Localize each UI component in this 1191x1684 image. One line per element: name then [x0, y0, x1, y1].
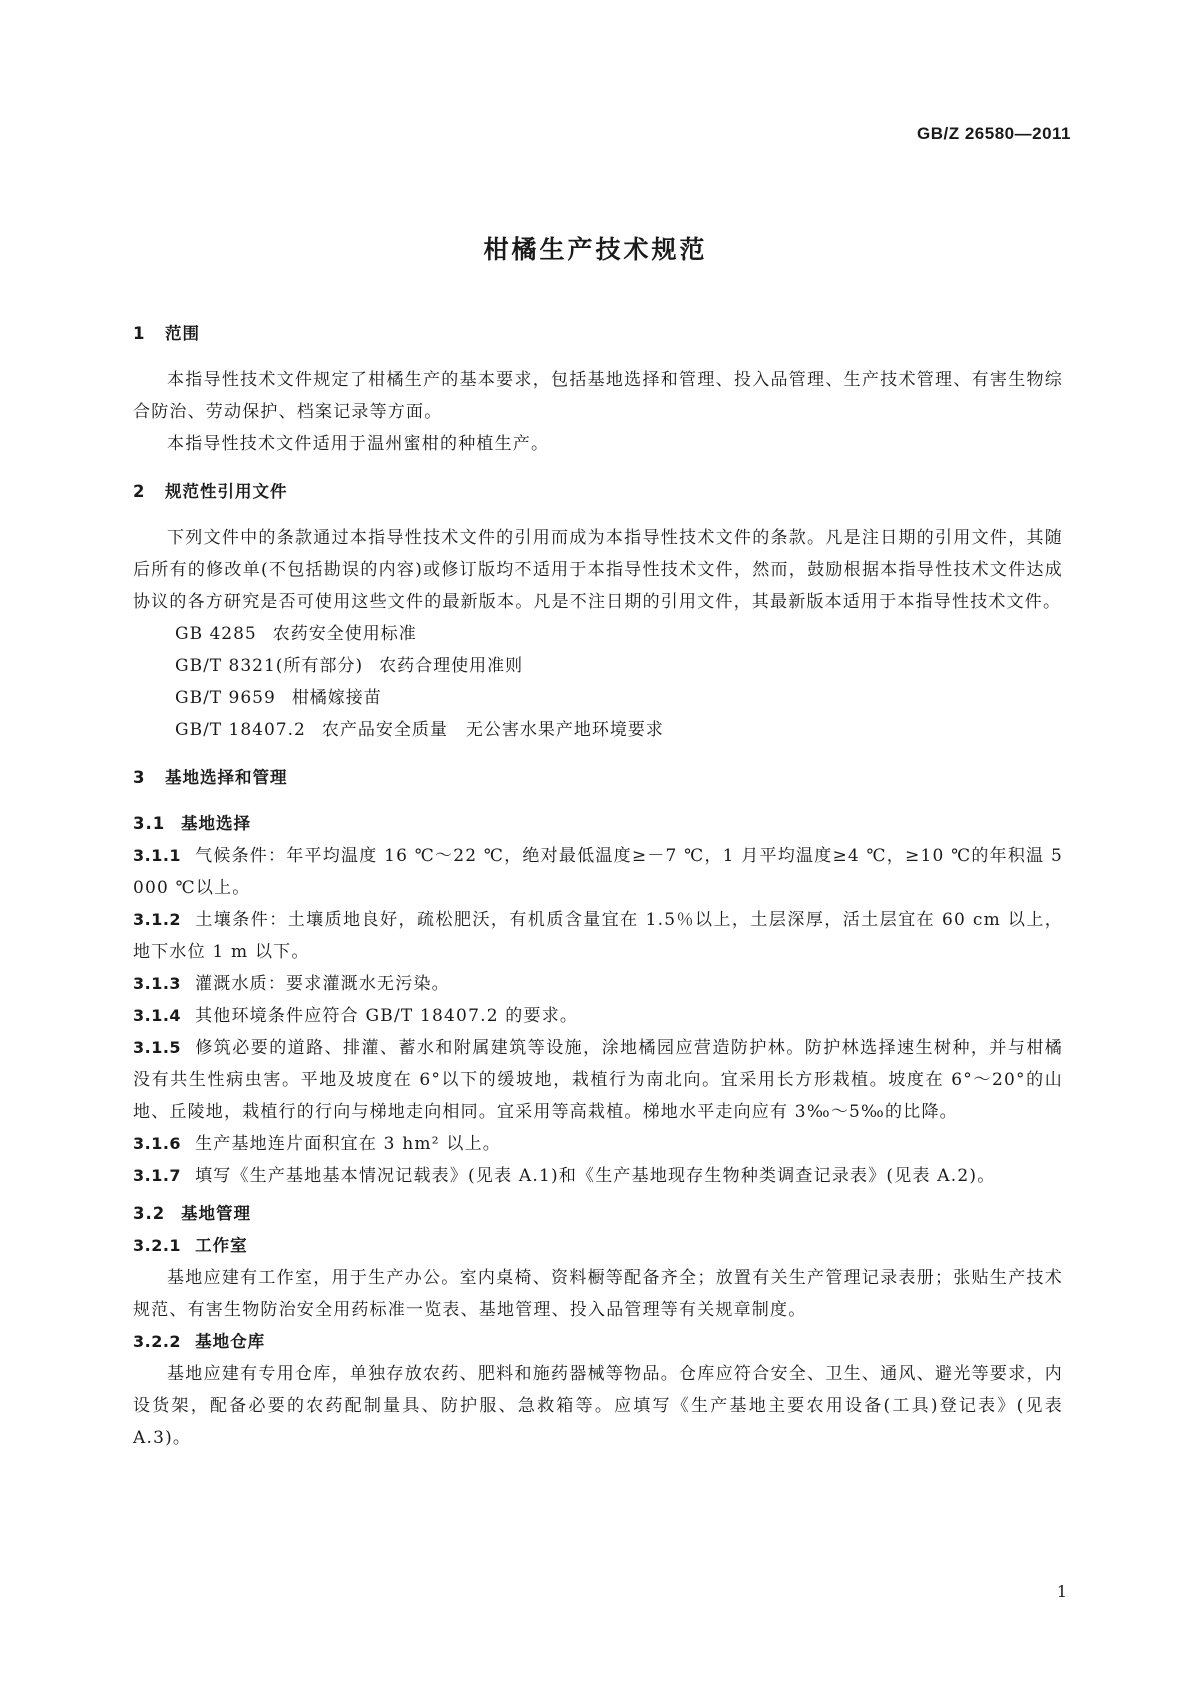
section-1-paragraph: 本指导性技术文件规定了柑橘生产的基本要求，包括基地选择和管理、投入品管理、生产技术管理、有害生物综合防治、劳动保护、档案记录等方面。 [133, 370, 1063, 422]
clause-3-1-3: 3.1.3 灌溉水质：要求灌溉水无污染。 [133, 974, 450, 994]
clause-3-2-1-heading: 3.2.1 工作室 [133, 1236, 248, 1255]
reference-item: GB/T 9659 柑橘嫁接苗 [175, 688, 382, 708]
reference-item: GB 4285 农药安全使用标准 [175, 624, 417, 644]
clause-3-2-2-paragraph: 基地应建有专用仓库，单独存放农药、肥料和施药器械等物品。仓库应符合安全、卫生、通风、避光等要求，内设货架，配备必要的农药配制量具、防护服、急救箱等。应填写《生产基地主要农用设备(工具)登记表》(见表 A.3)。 [133, 1364, 1063, 1448]
clause-3-1-4: 3.1.4 其他环境条件应符合 GB/T 18407.2 的要求。 [133, 1006, 579, 1026]
document-title: 柑橘生产技术规范 [483, 235, 708, 264]
section-2-paragraph: 下列文件中的条款通过本指导性技术文件的引用而成为本指导性技术文件的条款。凡是注日期的引用文件，其随后所有的修改单(不包括勘误的内容)或修订版均不适用于本指导性技术文件，然而，鼓励根据本指导性技术文件达成协议的各方研究是否可使用这些文件的最新版本。凡是不注日期的引用文件，其最新版本适用于本指导性技术文件。 [133, 528, 1063, 612]
section-1-heading: 1 范围 [133, 324, 200, 343]
section-3-heading: 3 基地选择和管理 [133, 768, 288, 787]
document-body [133, 318, 1063, 1454]
clause-3-1-1: 3.1.1 气候条件：年平均温度 16 ℃～22 ℃，绝对最低温度≥－7 ℃，1 月平均温度≥4 ℃，≥10 ℃的年积温 5 000 ℃以上。 [133, 846, 1063, 898]
section-2-heading: 2 规范性引用文件 [133, 482, 288, 501]
section-1-paragraph: 本指导性技术文件适用于温州蜜柑的种植生产。 [167, 434, 550, 454]
clause-3-2-1-paragraph: 基地应建有工作室，用于生产办公。室内桌椅、资料橱等配备齐全；放置有关生产管理记录表册；张贴生产技术规范、有害生物防治安全用药标准一览表、基地管理、投入品管理等有关规章制度。 [133, 1268, 1063, 1320]
reference-item: GB/T 18407.2 农产品安全质量 无公害水果产地环境要求 [175, 720, 664, 740]
clause-3-1-6: 3.1.6 生产基地连片面积宜在 3 hm² 以上。 [133, 1134, 501, 1154]
subsection-3-1-heading: 3.1 基地选择 [133, 814, 251, 833]
page-number: 1 [1056, 1582, 1067, 1601]
clause-3-1-5: 3.1.5 修筑必要的道路、排灌、蓄水和附属建筑等设施，涂地橘园应营造防护林。防护林选择速生树种，并与柑橘没有共生性病虫害。平地及坡度在 6°以下的缓坡地，栽植行为南北向。宜采用长方形栽植。坡度在 6°～20°的山地、丘陵地，栽植行的行向与梯地走向相同。宜采用等高栽植。梯地水平走向应有 3‰～5‰的比降。 [133, 1038, 1063, 1122]
subsection-3-2-heading: 3.2 基地管理 [133, 1204, 251, 1223]
clause-3-2-2-heading: 3.2.2 基地仓库 [133, 1332, 266, 1351]
clause-3-1-2: 3.1.2 土壤条件：土壤质地良好，疏松肥沃，有机质含量宜在 1.5％以上，土层深厚，活土层宜在 60 cm 以上，地下水位 1 m 以下。 [133, 910, 1063, 962]
standard-code: GB/Z 26580—2011 [917, 124, 1071, 143]
clause-3-1-7: 3.1.7 填写《生产基地基本情况记载表》(见表 A.1)和《生产基地现存生物种类调查记录表》(见表 A.2)。 [133, 1166, 996, 1186]
reference-item: GB/T 8321(所有部分) 农药合理使用准则 [175, 656, 524, 676]
